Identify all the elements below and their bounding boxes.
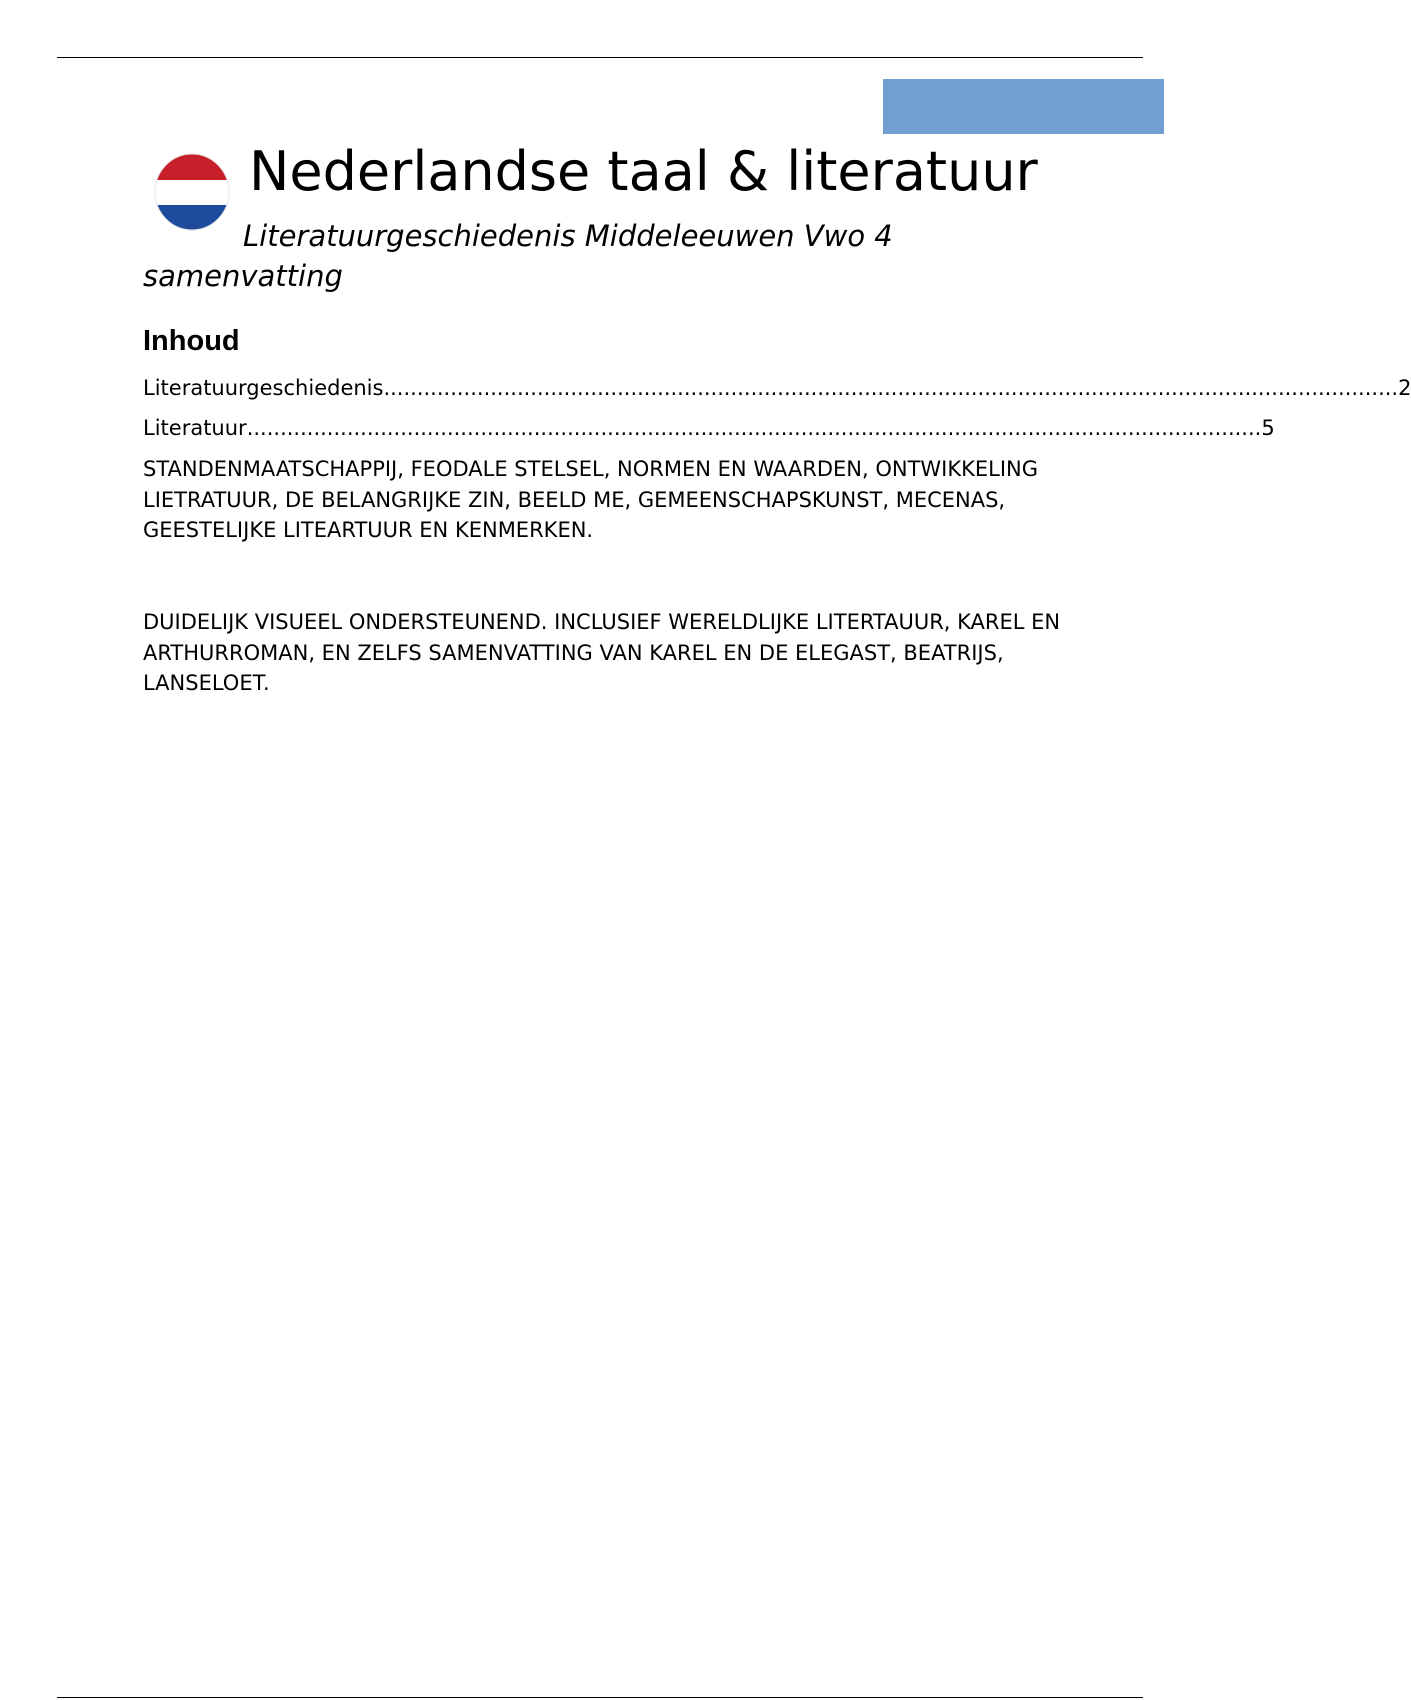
toc-entry-label: Literatuur xyxy=(143,416,247,440)
summary-paragraph-topics: STANDENMAATSCHAPPIJ, FEODALE STELSEL, NORMEN EN WAARDEN, ONTWIKKELING LIETRATUUR, DE BELANGRIJKE ZIN, BEELD ME, GEMEENSCHAPSKUNST, MECENAS, GEESTELIJKE LITEARTUUR EN KENMERKEN. xyxy=(143,457,1039,542)
document-title: Nederlandse taal & literatuur xyxy=(249,140,1038,203)
toc-heading: Inhoud xyxy=(143,325,240,357)
toc-leader-dots: ........................................................................................................................................................ xyxy=(383,376,1399,400)
toc-entry-page: 5 xyxy=(1261,416,1275,440)
document-subtitle: Literatuurgeschiedenis Middeleeuwen Vwo 4 samenvatting xyxy=(143,219,893,293)
accent-block xyxy=(883,79,1164,134)
summary-paragraph-details: DUIDELIJK VISUEEL ONDERSTEUNEND. INCLUSIEF WERELDLIJKE LITERTAUUR, KAREL EN ARTHURROMAN, EN ZELFS SAMENVATTING VAN KAREL EN DE ELEGAST, BEATRIJS, LANSELOET. xyxy=(143,610,1061,695)
toc-leader-dots: ........................................................................................................................................................ xyxy=(246,416,1262,440)
footer-rule xyxy=(57,1697,1143,1698)
toc-entry-literatuurgeschiedenis[interactable] xyxy=(143,374,1411,402)
toc-entry-label: Literatuurgeschiedenis xyxy=(143,376,384,400)
toc-entry-page: 2 xyxy=(1398,376,1411,400)
toc-entry-literatuur[interactable] xyxy=(143,414,1275,442)
header-rule xyxy=(57,57,1143,58)
